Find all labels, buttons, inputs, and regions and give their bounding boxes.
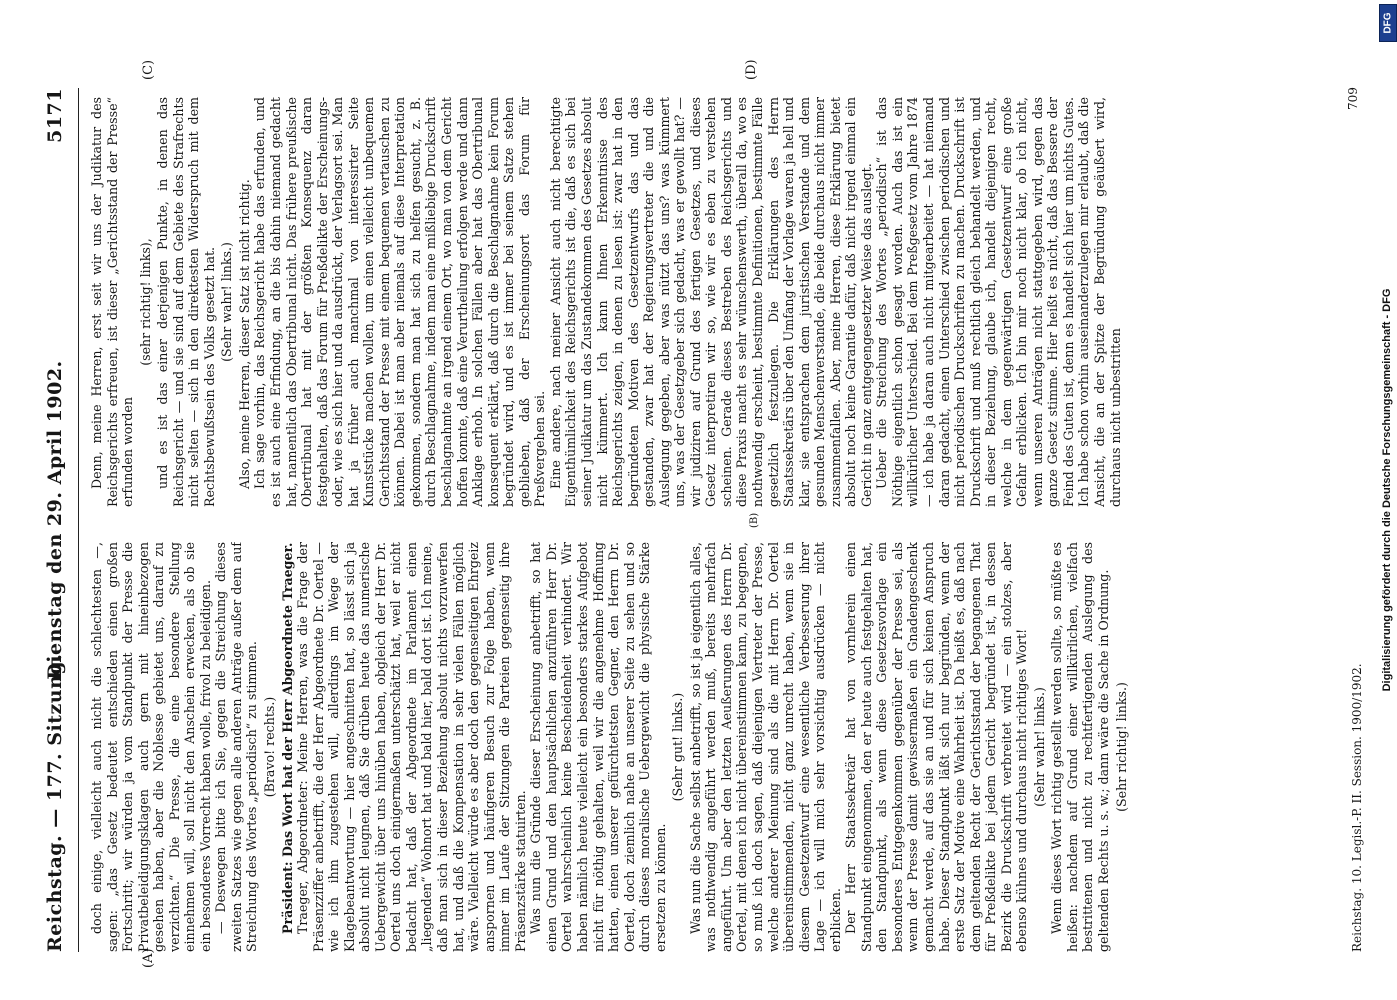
interjection: (Bravo! rechts.) (262, 696, 278, 798)
interjection: (sehr richtig! links), (137, 238, 153, 366)
paragraph: Was nun die Gründe dieser Erscheinung anbetrifft, so hat einen Grund und den hauptsächlichen anzuführen Herr Dr. Oertel wahrscheinlich keine Bescheidenheit verhindert. Wir haben nämlich heute vielleicht ein besonders starkes Aufgebot nicht für nöthig gehalten, weil wir die angenehme Hoffnung hatten, einen unserer gefürchtetsten Gegner, den Herrn Dr. Oertel, doch ziemlich nahe an unserer Seite zu sehen und so durch dieses moralische Uebergewicht die physische Stärke ersetzen zu können. (528, 542, 668, 952)
paragraph: Eine andere, nach meiner Ansicht auch nicht berechtigte Eigenthümlichkeit des Reichsgerichts ist die, daß es sich bei seiner Judikatur um das Zustandekommen des Gesetzes absolut nicht kümmert. Ich kann Ihnen Erkenntnisse des Reichsgerichts zeigen, in denen zu lesen ist: zwar hat in den begründeten Motiven des Gesetzentwurfs das und das gestanden, zwar hat der Regierungsvertreter die und die Auslegung gegeben, aber was nützt das uns? was kümmert uns, was der Gesetzgeber sich gedacht, was er gewollt hat? — wir judiziren auf Grund des fertigen Gesetzes, und dieses Gesetz interpretiren wir so, wie wir es eben zu verstehen scheinen. Gerade dieses Bestreben des Reichsgerichts und diese Praxis macht es sehr wünschenswerth, überall da, wo es nothwendig erscheint, bestimmte Definitionen, bestimmte Fälle gesetzlich festzulegen. Die Erklärungen des Herrn Staatssekretärs über den Umfang der Vorlage waren ja hell und klar, sie entsprachen dem juristischen Verstande und dem gesunden Menschenverstande, die beide durchaus nicht immer zusammenfallen. Aber, meine Herren, diese Erklärung bietet absolut noch keine Garantie dafür, daß nicht irgend einmal ein Gericht in ganz entgegengesetzter Weise das auslegt. (547, 97, 874, 507)
paragraph: Denn, meine Herren, erst seit wir uns der Judikatur des Reichsgerichts erfreuen, ist dieser „Gerichtsstand der Presse“ erfunden worden (89, 97, 136, 507)
dfg-logo-label: DFG (1382, 12, 1394, 34)
page-number: 5171 (44, 88, 66, 143)
paragraph: Wenn dieses Wort richtig gestellt werden sollte, so müßte es heißen: nachdem auf Grund einer willkürlichen, vielfach bestrittenen und nicht zu rechtfertigenden Auslegung des geltenden Rechts u. s. w.; dann wäre die Sache in Ordnung. (1049, 542, 1111, 952)
footer-signature-number: 709 (1346, 87, 1360, 110)
page-header (38, 88, 79, 952)
left-column (89, 542, 1339, 952)
paragraph: Traeger, Abgeordneter: Meine Herren, was die Frage der Präsenzziffer anbetrifft, die der Herr Abgeordnete Dr. Oertel — wie ich ihm zugestehen will, allerdings im Wege der Klagebeantwortung — hier angeschnitten hat, so lässt sich ja absolut nicht leugnen, daß Sie drüben heute das numerische Uebergewicht über uns hinüben haben, obgleich der Herr Dr. Oertel uns doch einigermaßen unterschätzt hat, weil er nicht bedacht hat, daß der Abgeordnete im Parlament einen „liegenden“ Wohnort hat und bald hier, bald dort ist. Ich meine, daß man sich in dieser Beziehung absolut nichts vorzuwerfen hat, und daß die Kompensation in sehr vielen Fällen möglich wäre. Vielleicht würde es aber doch den gegenseitigen Ehrgeiz anspornen und häufigeren Besuch zur Folge haben, wenn immer im Laufe der Sitzungen die Parteien gegenseitig ihre Präsenzstärke statuirten. (295, 542, 528, 952)
digitization-note (1378, 40, 1396, 940)
paragraph: Also, meine Herren, dieser Satz ist nicht richtig. (236, 179, 252, 489)
document-sheet (30, 59, 1397, 970)
margin-mark-d: (D) (744, 59, 759, 80)
digitization-note-text: Digitalisierung gefördert durch die Deutsche Forschungsgemeinschaft - DFG (1381, 288, 1393, 692)
margin-mark-a: (A) (141, 948, 156, 968)
paragraph: und es ist das einer derjenigen Punkte, in denen das Reichsgericht — und sie sind auf dem Gebiete des Strafrechts nicht selten — sich in den direktesten Widerspruch mit dem Rechtsbewußtsein des Volks gesetzt hat. (155, 97, 217, 507)
right-column (89, 97, 1339, 507)
paragraph: Ich sage vorhin, das Reichsgericht habe das erfunden, und es ist auch eine Erfindung, an die bis dahin niemand gedacht hat, namentlich das Obertribunal nicht. Das frühere preußische Obertribunal hat mit der größten Konsequenz daran festgehalten, daß das Forum für Preßdelikte der Erscheinungs- oder, wie es sich hier und da ausdrückt, der Verlagsort sei. Man hat ja früher auch manchmal von interessirter Seite Kunststücke machen wollen, um einen vielleicht unbequemen Gerichtsstand der Presse mit einem bequemen vertauschen zu können. Dabei ist man aber niemals auf diese Interpretation gekommen, sondern man hat sich zu helfen gesucht, z. B. durch Beschlagnahme, indem man eine mißliebige Druckschrift beschlagnahmte an irgend einem Ort, wo man von dem Gericht hoffen konnte, daß eine Verurtheilung erfolgen werde und dann Anklage erhob. In solchen Fällen aber hat das Obertribunal konsequent erklärt, daß durch die Beschlagnahme kein Forum begründet wird, und es ist immer bei seinem Satze stehen geblieben, daß der Erscheinungsort das Forum für Preßvergehen sei. (252, 97, 548, 507)
interjection: (Sehr wahr! links.) (1031, 687, 1047, 807)
interjection: (Sehr gut! links.) (670, 692, 686, 802)
header-left: Reichstag. — 177. Sitzung. (44, 653, 66, 952)
paragraph: Ueber die Streichung des Wortes „periodisch“ ist das Nöthige eigentlich schon gesagt worden. Auch das ist ein willkürlicher Unterschied. Bei dem Preßgesetz vom Jahre 1874 — ich habe ja daran auch nicht mitgearbeitet — hat niemand daran gedacht, einen Unterschied zwischen periodischen und nicht periodischen Druckschriften zu machen. Druckschrift ist Druckschrift und muß rechtlich gleich behandelt werden, und in dieser Beziehung, glaube ich, handelt diejenigen recht, welche in dem gegenwärtigen Gesetzentwurf eine große Gefahr erblicken. Ich bin mir noch nicht klar, ob ich nicht, wenn unseren Anträgen nicht stattgegeben wird, gegen das ganze Gesetz stimme. Hier heißt es nicht, daß das Bessere der Feind des Guten ist, denn es handelt sich hier um nichts Gutes. Ich habe schon vorhin auseinanderzulegen mir erlaubt, daß die Ansicht, die an der Spitze der Begründung geäußert wird, durchaus nicht unbestritten (874, 97, 1123, 507)
margin-mark-b: (B) (749, 512, 760, 528)
footer-session-note: Reichstag. 10. Legisl.-P. II. Session. 1900/1902. (1350, 663, 1364, 952)
interjection: (Sehr richtig! links.) (1113, 682, 1129, 812)
paragraph: doch einige, vielleicht auch nicht die schlechtesten —, sagen: „das Gesetz bedeutet entschieden einen großen Fortschritt; wir würden ja vom Standpunkt der Presse die Privatbeleidigungsklagen auch gern mit hineinbezogen gesehen haben, aber die Noblesse gebietet uns, darauf zu verzichten.“ Die Presse, die eine besondere Stellung einnehmen will, soll nicht den Anschein erwecken, als ob sie ein besonderes Vorrecht haben wolle, frivol zu beleidigen. (89, 542, 213, 952)
header-date: Dienstag den 29. April 1902. (44, 360, 66, 680)
paragraph: — Deswegen bitte ich Sie, gegen die Streichung dieses zweiten Satzes wie gegen alle anderen Anträge außer dem auf Streichung des Wortes „periodisch“ zu stimmen. (213, 542, 260, 952)
margin-mark-c: (C) (141, 59, 156, 80)
paragraph: Der Herr Staatssekretär hat von vornherein einen Standpunkt eingenommen, den er heute auch festgehalten hat, den Standpunkt, als wenn diese Gesetzesvorlage ein besonderes Entgegenkommen gegenüber der Presse sei, als wenn der Presse damit gewissermaßen ein Gnadengeschenk gemacht werde, auf das sie an und für sich keinen Anspruch habe. Dieser Standpunkt läßt sich nur begründen, wenn der erste Satz der Motive eine Wahrheit ist. Da heißt es, daß nach dem geltenden Recht der Gerichtsstand der begangenen That für Preßdelikte bei jedem Gericht begründet ist, in dessen Bezirk die Druckschrift verbreitet wird — ein stolzes, aber ebenso kühnes und durchaus nicht richtiges Wort! (843, 542, 1030, 952)
text-columns (89, 59, 1339, 968)
interjection: (Sehr wahr! links.) (219, 242, 235, 362)
speaker-paragraph: Präsident: Das Wort hat der Herr Abgeordnete Traeger. (279, 542, 295, 934)
paragraph: Was nun die Sache selbst anbetrifft, so ist ja eigentlich alles, was nothwendig angeführt werden muß, bereits mehrfach angeführt. Um aber den letzten Aeußerungen des Herrn Dr. Oertel, mit denen ich nicht übereinstimmen kann, zu begegnen, so muß ich doch sagen, daß diejenigen Vertreter der Presse, welche anderer Meinung sind als die mit Herrn Dr. Oertel übereinstimmenden, nicht ganz unrecht haben, wenn sie in diesem Gesetzentwurf eine wesentliche Verbesserung ihrer Lage — ich will mich sehr vorsichtig ausdrücken — nicht erblicken. (687, 542, 843, 952)
dfg-logo (1379, 4, 1397, 42)
